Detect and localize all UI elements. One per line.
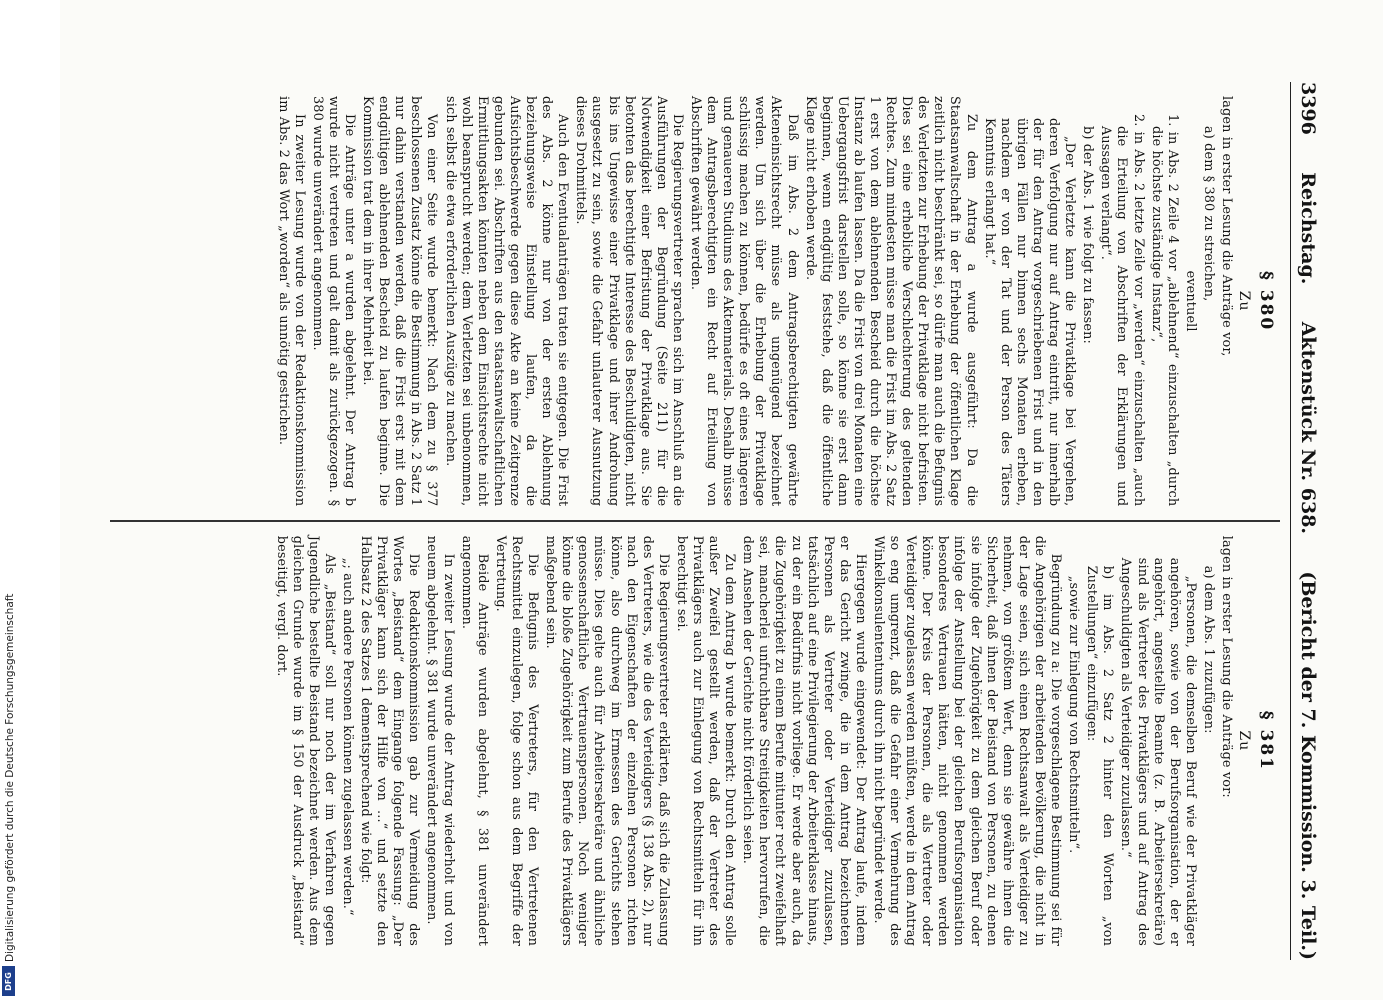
header-document-number: Aktenstück Nr. 638. xyxy=(1297,321,1319,535)
motion-b: b) der Abs. 1 wie folgt zu fassen: xyxy=(1080,126,1096,344)
paragraph: Zu dem Antrag a wurde ausgeführt: Da die Staatsanwaltschaft in der Erhebung der öffentlichen Klage zeitlich nicht beschränkt sei, so dürfe man auch die Befugnis des Verletzten zur Erhebung der Privatklage nicht befristen. Dies sei eine erhebliche Verschlechterung des geltenden Rechtes. Zum mindesten müsse man die Frist im Abs. 2 Satz 1 erst von dem ablehnenden Bescheid durch die höchste Instanz ab laufen lassen. Da die Frist von drei Monaten eine Uebergangsfrist darstellen solle, so könne sie erst dann beginnen, wenn endgültig feststehe, daß die öffentliche Klage nicht erhoben werde. xyxy=(802,96,979,507)
dfg-logo: DFG xyxy=(2,966,15,996)
two-column-body xyxy=(110,82,1280,960)
paragraph: In zweiter Lesung wurde der Antrag wiederholt und von neuem abgelehnt. § 381 wurde unverändert angenommen. xyxy=(424,535,456,946)
motion-item-1: 1. in Abs. 2 Zeile 4 vor „ablehnend“ einzuschalten „durch die höchste zuständige Instanz“, xyxy=(1148,114,1180,507)
page-number: 3396 xyxy=(1297,82,1319,135)
digitization-credit-sidebar xyxy=(0,0,60,1000)
header-report-title: (Bericht der 7. Kommission. 3. Teil.) xyxy=(1297,571,1319,961)
motion-a: a) dem Abs. 1 zuzufügen: xyxy=(1200,565,1216,734)
rotated-page-content xyxy=(60,0,1383,1000)
motion-b: b) im Abs. 2 Satz 2 hinter den Worten „von Zustellungen“ einzufügen: xyxy=(1084,565,1116,946)
paragraph-intro: lagen in erster Lesung die Anträge vor, xyxy=(1219,96,1234,357)
paragraph: Daß im Abs. 2 dem Antragsberechtigten gewährte Akteneinsichtsrecht müsse als ungenügend bezeichnet werden. Um sich über die Erhebung der Privatklage schlüssig machen zu können, bedürfe es oft eines längeren und genaueren Studiums des Aktenmaterials. Deshalb müsse dem Antragsberechtigten ein Recht auf Erteilung von Abschriften gewährt werden. xyxy=(688,96,800,507)
paragraph: In zweiter Lesung wurde von der Redaktionskommission im Abs. 2 das Wort „worden“ als unnötig gestrichen. xyxy=(275,96,307,507)
paragraph: Die Redaktionskommission gab zur Vermeidung des Wortes „Beistand“ dem Eingange folgende Fassung: „Der Privatkläger kann sich der Hilfe von ...“ und setzte den Halbsatz 2 des Satzes 1 dementsprechend wie folgt: xyxy=(358,535,422,946)
eventuell-label: eventuell xyxy=(1182,270,1198,332)
quote-b: „sowie zur Einlegung von Rechtsmitteln“. xyxy=(1066,575,1082,854)
left-column xyxy=(110,82,1280,520)
paragraph: Die Anträge unter a wurden abgelehnt. Der Antrag b wurde nicht vertreten und galt damit als zurückgezogen. § 380 wurde unverändert angenommen. xyxy=(309,96,358,507)
quote-b: „Der Verletzte kann die Privatklage bei Vergehen, deren Verfolgung nur auf Antrag eintritt, nur innerhalb der für den Antrag vorgeschriebenen Frist und in den übrigen Fällen nur binnen sechs Monaten erheben, nachdem er von der Tat und der Person des Täters Kenntnis erlangt hat.“ xyxy=(981,118,1078,507)
quote-c: „; auch andere Personen können zugelassen werden.“ xyxy=(340,557,356,916)
zu-label: Zu xyxy=(1236,290,1252,312)
paragraph: Begründung zu a: Die vorgeschlagene Bestimmung sei für die Angehörigen der arbeitenden Bevölkerung, die nicht in der Lage seien, sich einen Rechtsanwalt als Verteidiger zu nehmen, von größtem Wert, denn sie gewähre ihnen die Sicherheit, daß ihnen der Beistand von Personen, zu denen sie infolge der Zugehörigkeit zu dem gleichen Beruf oder infolge der Anstellung bei der gleichen Berufsorganisation besonderes Vertrauen hätten, nicht genommen werden könne. Der Kreis der Personen, die als Vertreter oder Verteidiger zugelassen werden müßten, werde in dem Antrag so eng umgrenzt, daß die Gefahr einer Vermehrung des Winkelkonsulententums durch ihn nicht begründet werde. xyxy=(871,535,1064,946)
funding-credit-text: Digitalisierung gefördert durch die Deutsche Forschungsgemeinschaft xyxy=(4,593,16,962)
paragraph: Von einer Seite wurde bemerkt: Nach dem zu § 377 beschlossenen Zusatz könne die Bestimmung in Abs. 2 Satz 1 nur dahin verstanden werden, daß die Frist erst mit dem endgültigen ablehnenden Bescheid zu laufen beginne. Die Kommission trat dem in ihrer Mehrheit bei. xyxy=(360,96,440,507)
scanned-page xyxy=(60,0,1383,1000)
paragraph: Hiergegen wurde eingewendet: Der Antrag laufe, indem er das Gericht zwinge, die in dem Antrag bezeichneten Personen als Vertreter oder Verteidiger zuzulassen, tatsächlich auf eine Privilegierung der Arbeiterklasse hinaus, zu der ein Bedürfnis nicht vorliege. Er werde aber auch, da die Zugehörigkeit zu einem Berufe mitunter recht zweifelhaft sei, mancherlei unfruchtbare Streitigkeiten hervorrufen, die dem Ansehen der Gerichte nicht förderlich seien. xyxy=(740,535,868,946)
paragraph: Beide Anträge wurden abgelehnt, § 381 unverändert angenommen. xyxy=(458,535,490,946)
quote-a: „Personen, die demselben Beruf wie der Privatkläger angehören, sowie von der Berufsorganisation, der er angehört, angestellte Beamte (z. B. Arbeitersekretäre) sind als Vertreter des Privatklägers und auf Antrag des Angeschuldigten als Verteidiger zuzulassen.“ xyxy=(1118,557,1198,946)
zu-label: Zu xyxy=(1236,730,1252,752)
paragraph: Auch den Eventualanträgen traten sie entgegen. Die Frist des Abs. 2 könne nur von der ersten Ablehnung beziehungsweise Einstellung laufen, da die Aufsichtsbeschwerde gegen diese Akte an keine Zeitgrenze gebunden sei. Abschriften aus den staatsanwaltschaftlichen Ermittlungsakten könnten neben dem Einsichtsrechte nicht wohl beansprucht werden; dem Verletzten sei unbenommen, sich selbst die etwa erforderlichen Auszüge zu machen. xyxy=(442,96,571,507)
section-heading-381: § 381 xyxy=(1256,710,1276,772)
page-header xyxy=(1290,82,1319,960)
paragraph: Die Regierungsvertreter sprachen sich im Anschluß an die Ausführungen der Begründung (Seite 211) für die Notwendigkeit einer Befristung der Privatklage aus. Sie betonten das berechtigte Interesse des Beschuldigten, nicht bis ins Ungewisse einer Privatklage und ihrer Androhung ausgesetzt zu sein, sowie die Gefahr unlauterer Ausnutzung dieses Drohmittels. xyxy=(573,96,685,507)
section-heading-380: § 380 xyxy=(1256,270,1276,332)
right-column xyxy=(110,522,1280,960)
paragraph: Die Befugnis des Vertreters, für den Vertretenen Rechtsmittel einzulegen, folge schon aus dem Begriffe der Vertretung. xyxy=(492,535,541,946)
paragraph: Die Regierungsvertreter erklärten, daß sich die Zulassung des Vertreters, wie die des Verteidigers (§ 138 Abs. 2), nur nach den Eigenschaften der einzelnen Personen richten könne, also durchweg im Ermessen des Gerichts stehen müsse. Dies gelte auch für Arbeitersekretäre und ähnliche genossenschaftliche Vertrauenspersonen. Noch weniger könne die bloße Zugehörigkeit zum Berufe des Privatklägers maßgebend sein. xyxy=(543,535,671,946)
motion-item-2: 2. in Abs. 2 letzte Zeile vor „werden“ einzuschalten „auch die Erteilung von Abschriften der Erklärungen und Aussagen verlangt“. xyxy=(1098,114,1146,507)
paragraph: Zu dem Antrag b wurde bemerkt: Durch den Antrag solle außer Zweifel gestellt werden, daß der Vertreter des Privatklägers auch zur Einlegung von Rechtsmitteln für ihn berechtigt sei. xyxy=(673,535,738,946)
paragraph: Als „Beistand“ soll nur noch der im Verfahren gegen Jugendliche bestellte Beistand bezeichnet werden. Aus dem gleichen Grunde wurde im § 150 der Ausdruck „Beistand“ beseitigt, vergl. dort. xyxy=(273,535,337,946)
header-reichstag: Reichstag. xyxy=(1297,172,1319,285)
motion-a: a) dem § 380 zu streichen, xyxy=(1200,126,1216,302)
paragraph-intro: lagen in erster Lesung die Anträge vor: xyxy=(1219,535,1234,798)
